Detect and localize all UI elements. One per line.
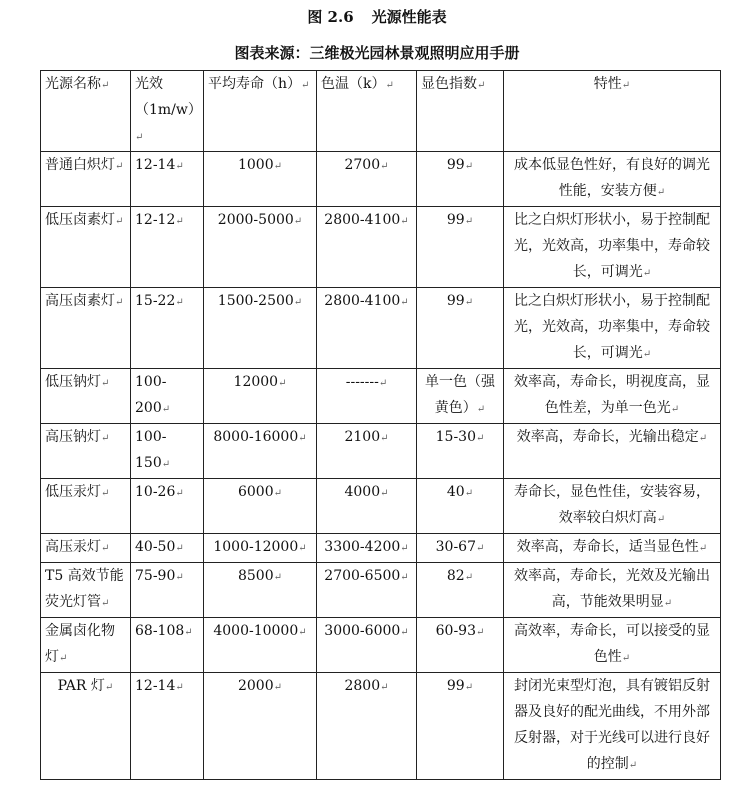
cell-temp: 3300-4200↵ — [317, 534, 417, 563]
cell-cri: 99↵ — [417, 288, 504, 369]
cell-life: 8500↵ — [204, 563, 317, 618]
cell-temp: -------↵ — [317, 369, 417, 424]
cell-life: 2000-5000↵ — [204, 207, 317, 288]
cell-efficacy: 12-14↵ — [131, 152, 204, 207]
cell-efficacy: 68-108↵ — [131, 618, 204, 673]
cell-life: 12000↵ — [204, 369, 317, 424]
cell-efficacy: 15-22↵ — [131, 288, 204, 369]
cell-efficacy: 12-12↵ — [131, 207, 204, 288]
cell-efficacy: 12-14↵ — [131, 673, 204, 780]
cell-feature: 封闭光束型灯泡，具有镀铝反射器及良好的配光曲线，不用外部反射器，对于光线可以进行良好的控制↵ — [504, 673, 721, 780]
header-efficacy: 光效（1m/w）↵ — [131, 71, 204, 152]
cell-feature: 比之白炽灯形状小，易于控制配光，光效高，功率集中，寿命较长，可调光↵ — [504, 207, 721, 288]
cell-life: 4000-10000↵ — [204, 618, 317, 673]
header-life: 平均寿命（h）↵ — [204, 71, 317, 152]
cell-name: T5 高效节能荧光灯管↵ — [41, 563, 131, 618]
table-row — [41, 288, 721, 369]
header-feature: 特性↵ — [504, 71, 721, 152]
cell-efficacy: 75-90↵ — [131, 563, 204, 618]
cell-temp: 2800-4100↵ — [317, 288, 417, 369]
table-row — [41, 424, 721, 479]
cell-cri: 99↵ — [417, 152, 504, 207]
cell-name: 普通白炽灯↵ — [41, 152, 131, 207]
cell-feature: 成本低显色性好，有良好的调光性能，安装方便↵ — [504, 152, 721, 207]
table-source: 图表来源：三维极光园林景观照明应用手册 — [234, 44, 520, 62]
cell-life: 1500-2500↵ — [204, 288, 317, 369]
cell-feature: 寿命长，显色性佳，安装容易，效率较白炽灯高↵ — [504, 479, 721, 534]
cell-feature: 高效率，寿命长，可以接受的显色性↵ — [504, 618, 721, 673]
table-row — [41, 479, 721, 534]
cell-efficacy: 100-200↵ — [131, 369, 204, 424]
table-caption — [0, 6, 754, 27]
cell-temp: 2800↵ — [317, 673, 417, 780]
cell-temp: 4000↵ — [317, 479, 417, 534]
cell-feature: 效率高，寿命长，适当显色性↵ — [504, 534, 721, 563]
table-row — [41, 207, 721, 288]
cell-name: PAR 灯↵ — [41, 673, 131, 780]
caption-title: 光源性能表 — [371, 8, 447, 26]
cell-life: 1000-12000↵ — [204, 534, 317, 563]
cell-cri: 60-93↵ — [417, 618, 504, 673]
cell-life: 1000↵ — [204, 152, 317, 207]
cell-temp: 2800-4100↵ — [317, 207, 417, 288]
table-row — [41, 152, 721, 207]
cell-efficacy: 10-26↵ — [131, 479, 204, 534]
header-cri: 显色指数↵ — [417, 71, 504, 152]
cell-name: 低压汞灯↵ — [41, 479, 131, 534]
cell-temp: 2700-6500↵ — [317, 563, 417, 618]
cell-cri: 15-30↵ — [417, 424, 504, 479]
caption-number: 图 2.6 — [307, 8, 354, 26]
cell-feature: 效率高，寿命长，明视度高，显色性差，为单一色光↵ — [504, 369, 721, 424]
cell-cri: 99↵ — [417, 673, 504, 780]
cell-cri: 99↵ — [417, 207, 504, 288]
cell-temp: 2700↵ — [317, 152, 417, 207]
light-source-table — [40, 70, 721, 780]
cell-name: 高压钠灯↵ — [41, 424, 131, 479]
cell-efficacy: 100-150↵ — [131, 424, 204, 479]
cell-temp: 2100↵ — [317, 424, 417, 479]
header-temp: 色温（k）↵ — [317, 71, 417, 152]
table-row — [41, 369, 721, 424]
cell-cri: 单一色（强黄色）↵ — [417, 369, 504, 424]
cell-life: 8000-16000↵ — [204, 424, 317, 479]
table-row — [41, 534, 721, 563]
cell-cri: 30-67↵ — [417, 534, 504, 563]
header-name: 光源名称↵ — [41, 71, 131, 152]
cell-efficacy: 40-50↵ — [131, 534, 204, 563]
cell-life: 6000↵ — [204, 479, 317, 534]
table-row — [41, 563, 721, 618]
table-row — [41, 673, 721, 780]
header-row — [41, 71, 721, 152]
cell-name: 高压汞灯↵ — [41, 534, 131, 563]
cell-cri: 40↵ — [417, 479, 504, 534]
cell-name: 低压钠灯↵ — [41, 369, 131, 424]
cell-feature: 效率高，寿命长，光输出稳定↵ — [504, 424, 721, 479]
cell-life: 2000↵ — [204, 673, 317, 780]
cell-feature: 效率高，寿命长，光效及光输出高，节能效果明显↵ — [504, 563, 721, 618]
cell-cri: 82↵ — [417, 563, 504, 618]
cell-name: 金属卤化物灯↵ — [41, 618, 131, 673]
cell-feature: 比之白炽灯形状小，易于控制配光，光效高，功率集中，寿命较长，可调光↵ — [504, 288, 721, 369]
cell-name: 低压卤素灯↵ — [41, 207, 131, 288]
table-row — [41, 618, 721, 673]
cell-name: 高压卤素灯↵ — [41, 288, 131, 369]
cell-temp: 3000-6000↵ — [317, 618, 417, 673]
